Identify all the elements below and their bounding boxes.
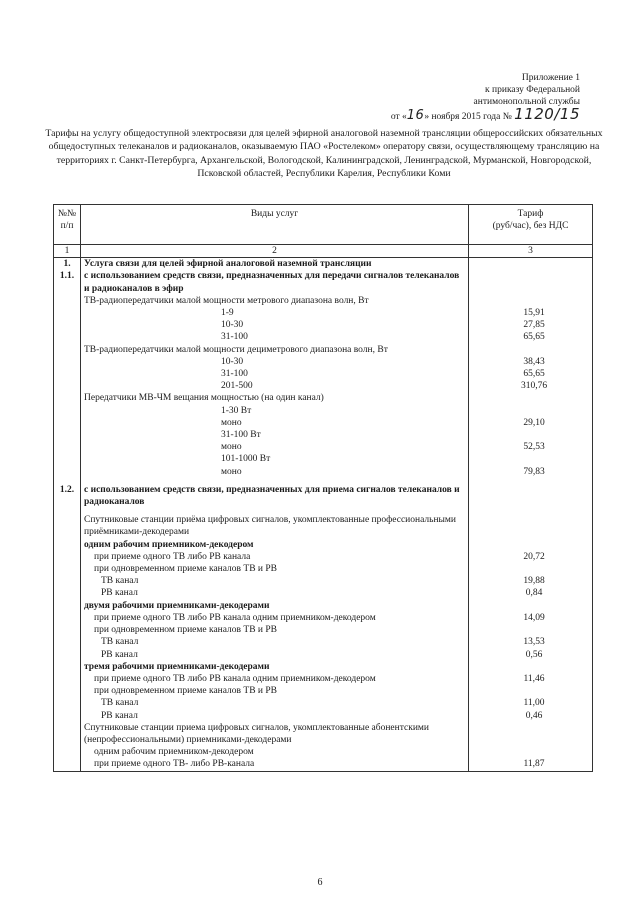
tariff-table-body [54, 258, 593, 771]
row-tariff-value [469, 514, 593, 538]
table-row [54, 563, 593, 575]
order-month-year: » ноября 2015 года № [424, 112, 512, 122]
row-number [54, 563, 81, 575]
table-row [54, 392, 593, 404]
row-number [54, 539, 81, 551]
row-number [54, 575, 81, 587]
row-number [54, 319, 81, 331]
row-service-text: моно [81, 417, 469, 429]
document-title: Тарифы на услугу общедоступной электросвязи для целей эфирной аналоговой наземной трансляции общероссийских обязательных общедоступных телеканалов и радиоканалов, оказываемую ПАО «Ростелеком» оператору связи, осуществляющему трансляцию на территориях г. Санкт-Петербурга, Архангельской, Вологодской, Калининградской, Ленинградской, Мурманской, Новгородской, Псковской областей, Республики Карелия, Республики Коми [45, 128, 603, 180]
row-service-text: 1-9 [81, 307, 469, 319]
row-tariff-value: 79,83 [469, 466, 593, 478]
row-number [54, 673, 81, 685]
row-tariff-value: 65,65 [469, 368, 593, 380]
row-service-text: РВ канал [81, 649, 469, 661]
row-service-text: при приеме одного ТВ либо РВ канала [81, 551, 469, 563]
appendix-line-2: к приказу Федеральной [485, 85, 580, 95]
row-number [54, 722, 81, 746]
row-service-text: Спутниковые станции приема цифровых сигналов, укомплектованные абонентскими (непрофессиональными) приемниками-декодерами [81, 722, 469, 746]
row-service-text: 1-30 Вт [81, 405, 469, 417]
appendix-header [391, 72, 580, 123]
table-row [54, 466, 593, 478]
row-number [54, 697, 81, 709]
row-tariff-value [469, 746, 593, 758]
table-row [54, 307, 593, 319]
row-number [54, 649, 81, 661]
row-tariff-value: 0,84 [469, 587, 593, 599]
order-day-handwritten: 16 [406, 108, 425, 123]
row-service-text: 31-100 Вт [81, 429, 469, 441]
row-tariff-value [469, 344, 593, 356]
row-number [54, 429, 81, 441]
row-number [54, 746, 81, 758]
row-tariff-value [469, 661, 593, 673]
page-number: 6 [317, 877, 323, 888]
header-tariff-line-2: (руб/час), без НДС [492, 221, 569, 232]
table-row [54, 295, 593, 307]
row-number [54, 636, 81, 648]
row-service-text: при приеме одного ТВ либо РВ канала одним приемником-декодером [81, 612, 469, 624]
row-tariff-value [469, 722, 593, 746]
table-row [54, 514, 593, 538]
header-number-line-1: №№ [57, 209, 77, 219]
table-row [54, 624, 593, 636]
row-number [54, 344, 81, 356]
row-number [54, 380, 81, 392]
row-service-text: тремя рабочими приемниками-декодерами [81, 661, 469, 673]
table-row [54, 539, 593, 551]
row-tariff-value: 27,85 [469, 319, 593, 331]
row-tariff-value [469, 685, 593, 697]
row-tariff-value: 19,88 [469, 575, 593, 587]
header-number-line-2: п/п [60, 221, 74, 232]
table-row [54, 612, 593, 624]
row-number [54, 295, 81, 307]
table-row [54, 429, 593, 441]
table-row [54, 368, 593, 380]
row-tariff-value: 11,00 [469, 697, 593, 709]
row-number [54, 453, 81, 465]
row-tariff-value: 11,87 [469, 758, 593, 771]
row-number [54, 466, 81, 478]
row-tariff-value: 52,53 [469, 441, 593, 453]
table-row [54, 344, 593, 356]
row-tariff-value [469, 600, 593, 612]
row-service-text: ТВ-радиопередатчики малой мощности дециметрового диапазона волн, Вт [81, 344, 469, 356]
column-number-row [54, 245, 593, 258]
row-tariff-value [469, 295, 593, 307]
table-row [54, 746, 593, 758]
table-row [54, 405, 593, 417]
row-number: 1. [54, 258, 81, 271]
row-service-text: моно [81, 466, 469, 478]
row-number [54, 710, 81, 722]
row-number [54, 551, 81, 563]
row-number [54, 685, 81, 697]
row-tariff-value: 0,46 [469, 710, 593, 722]
row-service-text: 101-1000 Вт [81, 453, 469, 465]
table-row [54, 758, 593, 771]
table-row [54, 551, 593, 563]
row-tariff-value [469, 539, 593, 551]
row-tariff-value [469, 270, 593, 294]
row-tariff-value: 38,43 [469, 356, 593, 368]
row-number [54, 441, 81, 453]
row-number [54, 612, 81, 624]
row-number: 1.1. [54, 270, 81, 294]
table-row [54, 587, 593, 599]
tariff-table [53, 204, 593, 772]
row-tariff-value [469, 258, 593, 271]
row-service-text: при приеме одного ТВ либо РВ канала одним приемником-декодером [81, 673, 469, 685]
row-tariff-value [469, 429, 593, 441]
row-tariff-value: 15,91 [469, 307, 593, 319]
row-tariff-value: 11,46 [469, 673, 593, 685]
row-service-text: одним рабочим приемником-декодером [81, 746, 469, 758]
row-service-text: Спутниковые станции приёма цифровых сигналов, укомплектованные профессиональными приёмниками-декодерами [81, 514, 469, 538]
table-row [54, 575, 593, 587]
column-number-2: 2 [81, 245, 469, 258]
column-number-3: 3 [469, 245, 593, 258]
row-service-text: ТВ канал [81, 575, 469, 587]
table-row [54, 331, 593, 343]
row-service-text: при одновременном приеме каналов ТВ и РВ [81, 685, 469, 697]
row-service-text: 10-30 [81, 356, 469, 368]
table-row [54, 484, 593, 508]
row-tariff-value: 29,10 [469, 417, 593, 429]
table-row [54, 417, 593, 429]
order-number-handwritten: 1120/15 [514, 105, 580, 123]
row-service-text: РВ канал [81, 587, 469, 599]
row-tariff-value [469, 484, 593, 508]
row-service-text: при одновременном приеме каналов ТВ и РВ [81, 563, 469, 575]
row-tariff-value: 0,56 [469, 649, 593, 661]
row-service-text: 10-30 [81, 319, 469, 331]
order-date-line [390, 105, 580, 123]
row-service-text: РВ канал [81, 710, 469, 722]
table-row [54, 356, 593, 368]
header-number [54, 205, 81, 245]
table-row [54, 673, 593, 685]
table-row [54, 270, 593, 294]
table-row [54, 441, 593, 453]
row-tariff-value [469, 624, 593, 636]
row-number [54, 514, 81, 538]
table-row [54, 697, 593, 709]
row-number: 1.2. [54, 484, 81, 508]
row-service-text: одним рабочим приемником-декодером [81, 539, 469, 551]
row-number [54, 587, 81, 599]
row-number [54, 356, 81, 368]
table-row [54, 661, 593, 673]
row-service-text: ТВ канал [81, 636, 469, 648]
row-tariff-value: 310,76 [469, 380, 593, 392]
row-number [54, 758, 81, 771]
header-tariff [469, 205, 593, 245]
appendix-line-3: антимонопольной службы [473, 97, 580, 107]
row-service-text: с использованием средств связи, предназначенных для передачи сигналов телеканалов и радиоканалов в эфир [81, 270, 469, 294]
row-service-text: 201-500 [81, 380, 469, 392]
row-tariff-value: 14,09 [469, 612, 593, 624]
row-number [54, 600, 81, 612]
row-service-text: Передатчики МВ-ЧМ вещания мощностью (на один канал) [81, 392, 469, 404]
header-service: Виды услуг [81, 205, 469, 245]
table-row [54, 453, 593, 465]
table-row [54, 600, 593, 612]
row-service-text: ТВ канал [81, 697, 469, 709]
row-number [54, 405, 81, 417]
row-number [54, 392, 81, 404]
row-number [54, 307, 81, 319]
row-tariff-value [469, 392, 593, 404]
row-tariff-value [469, 453, 593, 465]
row-number [54, 417, 81, 429]
table-row [54, 710, 593, 722]
row-tariff-value [469, 405, 593, 417]
appendix-line-1: Приложение 1 [521, 73, 580, 83]
row-tariff-value: 13,53 [469, 636, 593, 648]
table-row [54, 380, 593, 392]
row-service-text: с использованием средств связи, предназначенных для приема сигналов телеканалов и радиоканалов [81, 484, 469, 508]
column-number-1: 1 [54, 245, 81, 258]
row-number [54, 368, 81, 380]
row-service-text: двумя рабочими приемниками-декодерами [81, 600, 469, 612]
table-header-row [54, 205, 593, 245]
header-tariff-line-1: Тариф [517, 209, 544, 219]
row-service-text: при одновременном приеме каналов ТВ и РВ [81, 624, 469, 636]
table-row [54, 649, 593, 661]
row-tariff-value [469, 563, 593, 575]
order-from-text: от « [390, 112, 407, 122]
row-tariff-value: 65,65 [469, 331, 593, 343]
table-row [54, 258, 593, 271]
row-service-text: при приеме одного ТВ- либо РВ-канала [81, 758, 469, 771]
row-service-text: 31-100 [81, 368, 469, 380]
table-row [54, 685, 593, 697]
row-number [54, 624, 81, 636]
row-service-text: 31-100 [81, 331, 469, 343]
row-tariff-value: 20,72 [469, 551, 593, 563]
table-row [54, 319, 593, 331]
row-service-text: моно [81, 441, 469, 453]
row-service-text: Услуга связи для целей эфирной аналоговой наземной трансляции [81, 258, 469, 271]
table-row [54, 636, 593, 648]
row-service-text: ТВ-радиопередатчики малой мощности метрового диапазона волн, Вт [81, 295, 469, 307]
row-number [54, 661, 81, 673]
row-number [54, 331, 81, 343]
table-row [54, 722, 593, 746]
